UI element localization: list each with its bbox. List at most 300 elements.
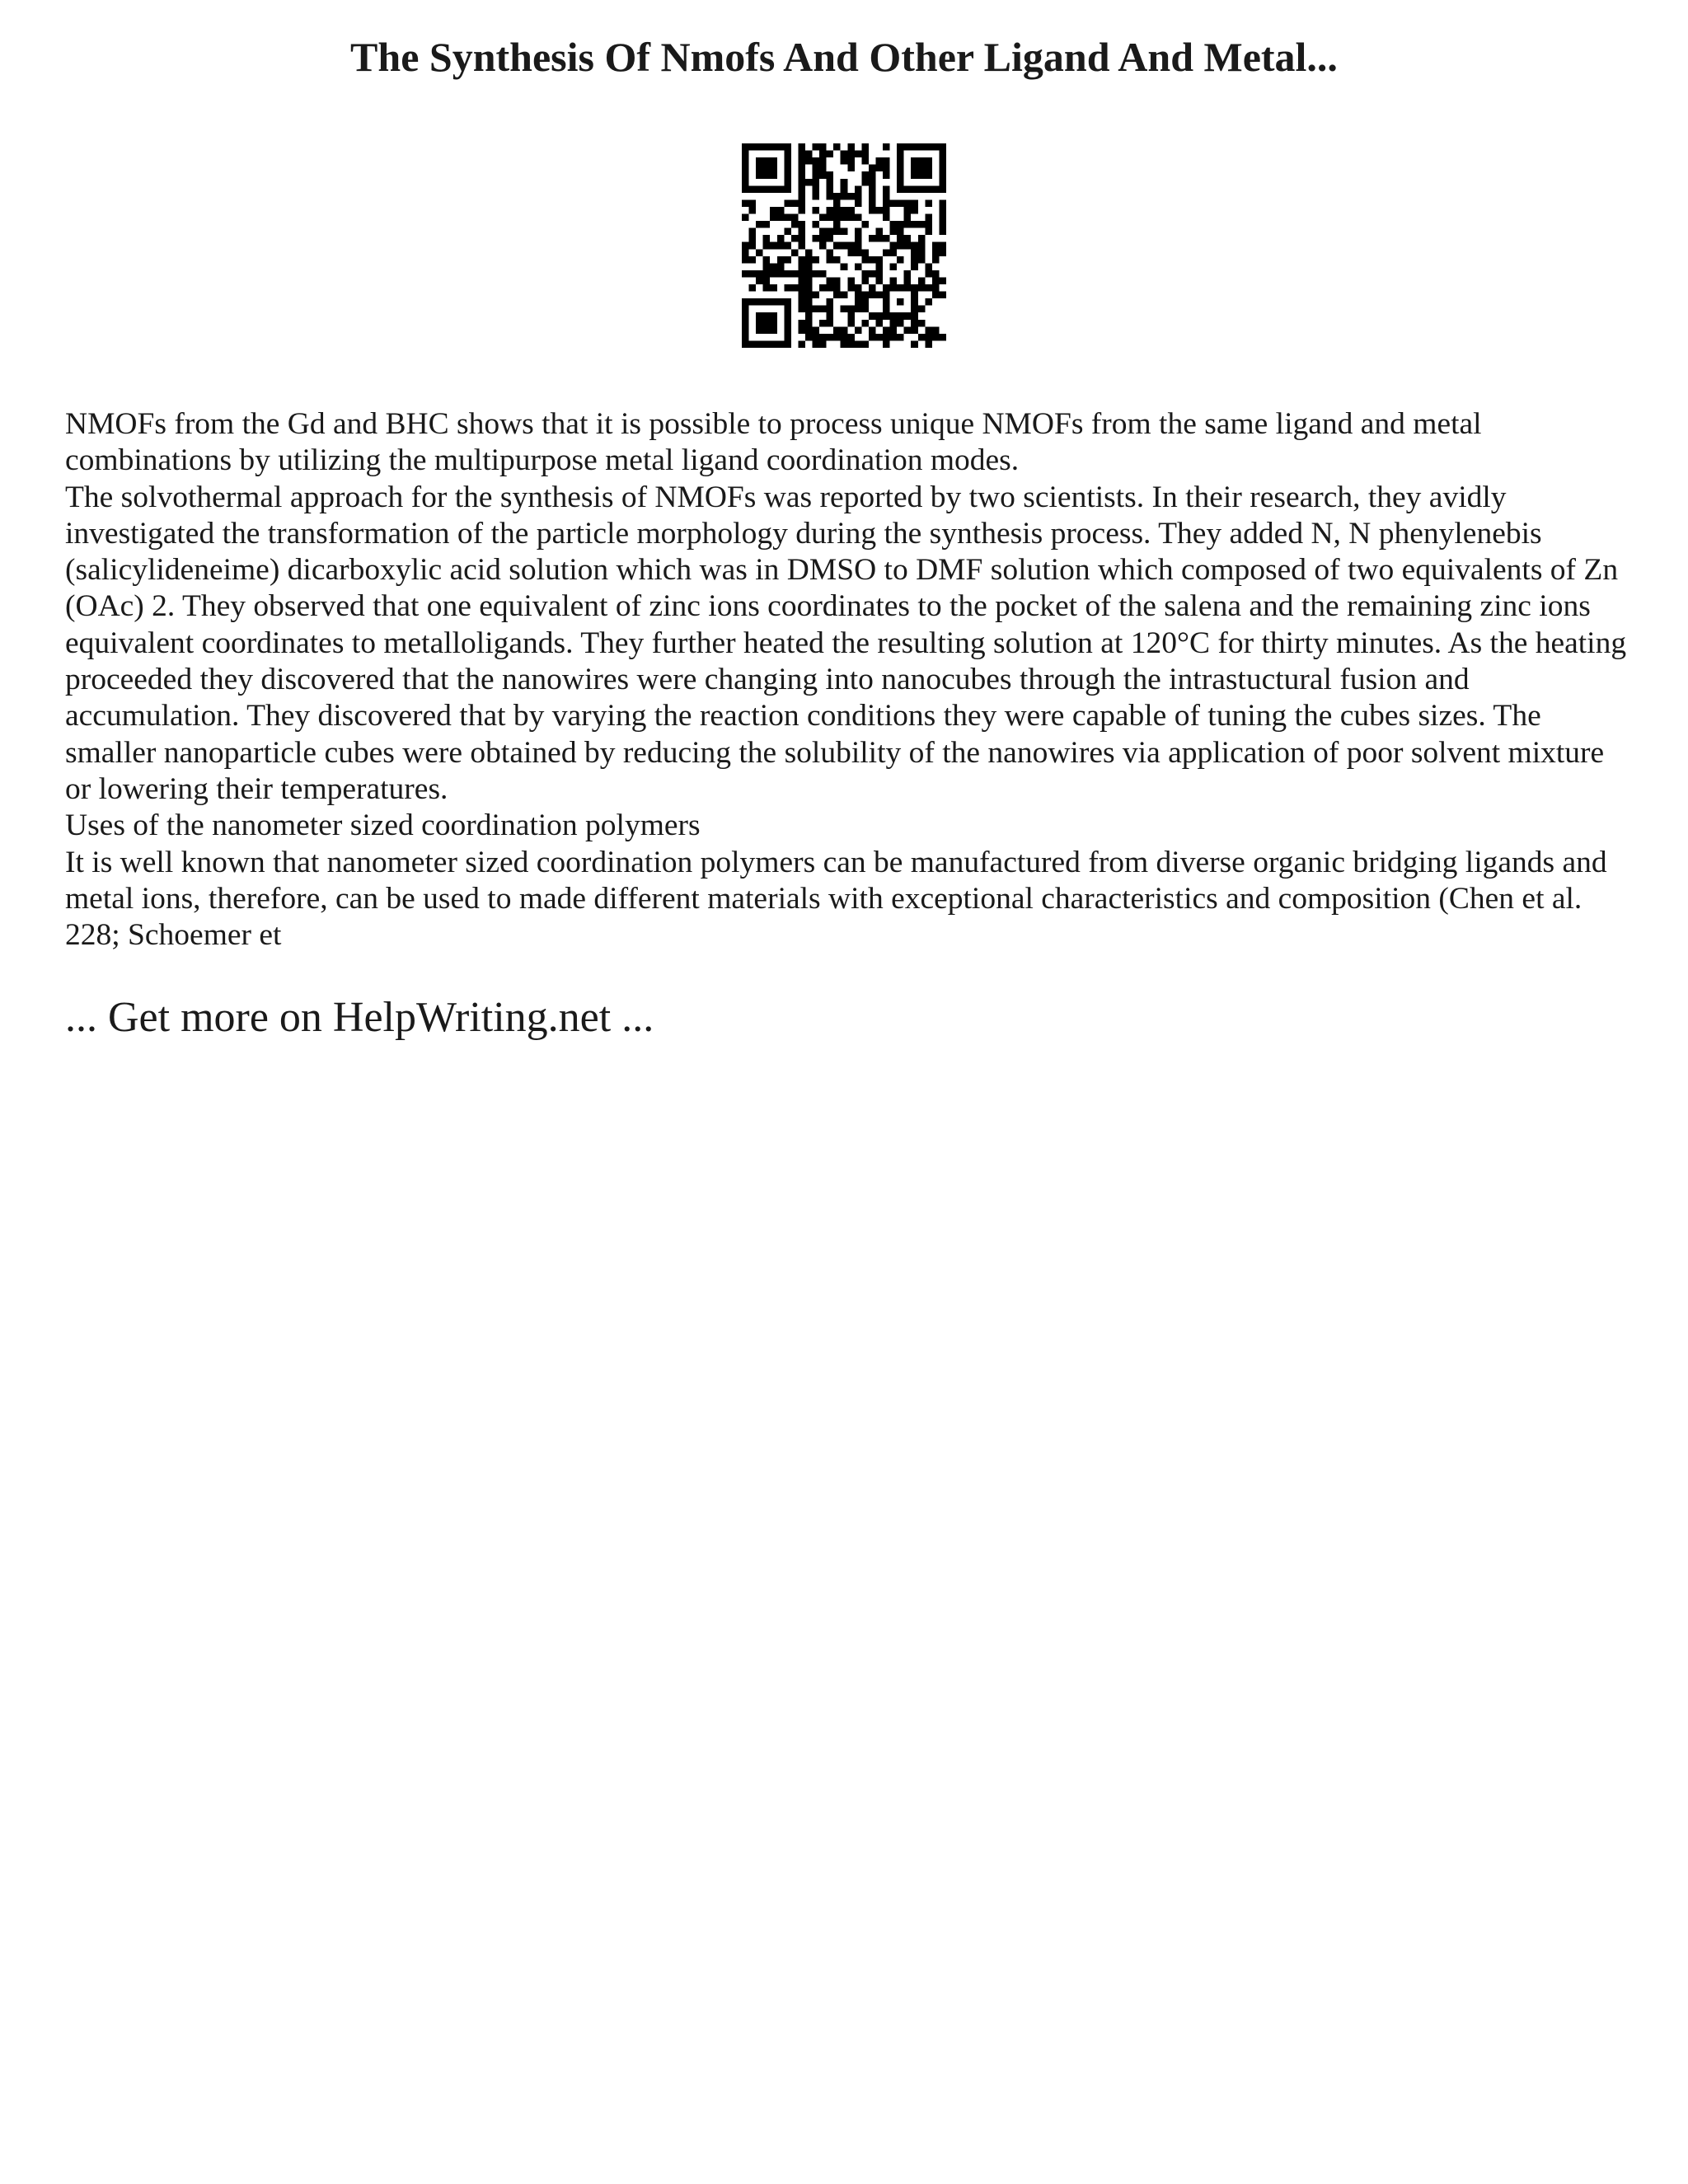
qr-module <box>819 143 827 151</box>
qr-module <box>847 207 855 214</box>
qr-module <box>883 193 890 200</box>
qr-module <box>897 185 904 193</box>
qr-module <box>875 256 883 264</box>
qr-module <box>855 284 862 292</box>
qr-module <box>833 143 841 151</box>
qr-module <box>883 143 890 151</box>
qr-module <box>883 334 890 341</box>
qr-module <box>890 312 898 320</box>
qr-module <box>770 312 777 320</box>
qr-module <box>847 151 855 158</box>
qr-module <box>777 298 785 306</box>
qr-module <box>791 221 799 228</box>
qr-module <box>756 165 763 172</box>
qr-module <box>932 326 940 334</box>
qr-module <box>784 334 791 341</box>
qr-module <box>833 193 841 200</box>
qr-module <box>911 143 918 151</box>
qr-module <box>855 326 862 334</box>
qr-module <box>742 298 749 306</box>
qr-module <box>841 185 848 193</box>
qr-module <box>749 228 757 236</box>
qr-module <box>939 151 946 158</box>
qr-module <box>784 199 791 207</box>
qr-module <box>918 235 926 242</box>
qr-module <box>861 151 869 158</box>
qr-module <box>890 249 898 256</box>
qr-module <box>911 199 918 207</box>
document-title: The Synthesis Of Nmofs And Other Ligand And Metal... <box>350 34 1338 80</box>
qr-module <box>813 326 820 334</box>
qr-module <box>841 157 848 165</box>
qr-module <box>875 320 883 327</box>
qr-module <box>749 207 757 214</box>
qr-module <box>749 143 757 151</box>
qr-module <box>770 185 777 193</box>
qr-module <box>890 277 898 284</box>
qr-module <box>925 326 932 334</box>
qr-module <box>897 256 904 264</box>
article-paragraph: NMOFs from the Gd and BHC shows that it is possible to process unique NMOFs from the same ligand and metal combinations by utilizing the multipurpose metal ligand coordination modes. <box>65 407 1482 478</box>
qr-module <box>925 199 932 207</box>
qr-module <box>904 326 912 334</box>
qr-module <box>883 306 890 313</box>
qr-module <box>869 207 876 214</box>
qr-module <box>763 284 771 292</box>
qr-module <box>756 320 763 327</box>
qr-module <box>742 185 749 193</box>
qr-module <box>819 157 827 165</box>
qr-module <box>861 277 869 284</box>
qr-module <box>939 249 946 256</box>
qr-module <box>742 320 749 327</box>
qr-module <box>813 306 820 313</box>
qr-module <box>932 249 940 256</box>
qr-module <box>827 312 834 320</box>
qr-module <box>918 185 926 193</box>
qr-module <box>855 242 862 250</box>
qr-module <box>813 270 820 278</box>
qr-module <box>813 292 820 299</box>
qr-module <box>784 228 791 236</box>
qr-module <box>904 185 912 193</box>
qr-module <box>911 165 918 172</box>
qr-module <box>763 298 771 306</box>
qr-module <box>798 165 805 172</box>
qr-module <box>798 157 805 165</box>
qr-module <box>890 334 898 341</box>
qr-module <box>869 193 876 200</box>
qr-module <box>911 306 918 313</box>
qr-module <box>932 256 940 264</box>
qr-module <box>869 256 876 264</box>
qr-module <box>798 235 805 242</box>
qr-module <box>784 340 791 348</box>
qr-module <box>883 284 890 292</box>
qr-module <box>827 334 834 341</box>
qr-module <box>813 207 820 214</box>
qr-module <box>813 143 820 151</box>
qr-module <box>798 242 805 250</box>
qr-module <box>847 340 855 348</box>
qr-module <box>777 214 785 222</box>
qr-module <box>841 151 848 158</box>
qr-module <box>798 326 805 334</box>
qr-module <box>833 256 841 264</box>
qr-module <box>932 277 940 284</box>
qr-module <box>756 340 763 348</box>
qr-module <box>875 207 883 214</box>
qr-module <box>798 320 805 327</box>
qr-module <box>819 171 827 179</box>
qr-module <box>798 256 805 264</box>
qr-module <box>798 306 805 313</box>
qr-module <box>742 312 749 320</box>
qr-module <box>861 179 869 186</box>
qr-module <box>911 171 918 179</box>
qr-module <box>861 157 869 165</box>
qr-module <box>791 235 799 242</box>
qr-module <box>847 277 855 284</box>
qr-module <box>833 242 841 250</box>
qr-module <box>784 151 791 158</box>
qr-module <box>841 334 848 341</box>
qr-module <box>833 292 841 299</box>
qr-module <box>813 340 820 348</box>
qr-module <box>918 165 926 172</box>
qr-module <box>770 298 777 306</box>
qr-module <box>742 334 749 341</box>
qr-module <box>805 292 813 299</box>
qr-module <box>763 165 771 172</box>
qr-module <box>827 256 834 264</box>
qr-module <box>841 326 848 334</box>
qr-module <box>911 284 918 292</box>
qr-module <box>784 214 791 222</box>
qr-module <box>841 179 848 186</box>
qr-module <box>798 143 805 151</box>
qr-module <box>742 171 749 179</box>
qr-module <box>883 171 890 179</box>
qr-module <box>742 151 749 158</box>
qr-module <box>763 235 771 242</box>
qr-module <box>904 199 912 207</box>
qr-module <box>827 228 834 236</box>
qr-module <box>798 193 805 200</box>
qr-module <box>875 228 883 236</box>
qr-module <box>875 312 883 320</box>
qr-module <box>847 157 855 165</box>
qr-module <box>784 171 791 179</box>
qr-module <box>742 256 749 264</box>
qr-module <box>875 165 883 172</box>
qr-module <box>847 306 855 313</box>
qr-module <box>904 242 912 250</box>
qr-module <box>770 284 777 292</box>
qr-module <box>883 298 890 306</box>
qr-module <box>784 179 791 186</box>
get-more-link[interactable]: ... Get more on HelpWriting.net ... <box>65 994 654 1041</box>
qr-module <box>805 298 813 306</box>
qr-module <box>939 165 946 172</box>
qr-module <box>925 221 932 228</box>
qr-module <box>883 249 890 256</box>
qr-module <box>827 185 834 193</box>
qr-module <box>827 249 834 256</box>
qr-module <box>819 214 827 222</box>
qr-module <box>763 185 771 193</box>
qr-module <box>904 143 912 151</box>
qr-module <box>932 284 940 292</box>
qr-module <box>911 242 918 250</box>
qr-module <box>855 235 862 242</box>
qr-module <box>798 292 805 299</box>
qr-module <box>897 143 904 151</box>
qr-module <box>805 249 813 256</box>
qr-module <box>827 284 834 292</box>
qr-module <box>827 277 834 284</box>
qr-module <box>883 157 890 165</box>
qr-module <box>784 284 791 292</box>
qr-module <box>939 214 946 222</box>
qr-module <box>777 242 785 250</box>
qr-module <box>904 207 912 214</box>
qr-module <box>925 263 932 270</box>
qr-module <box>813 179 820 186</box>
qr-module <box>904 221 912 228</box>
qr-module <box>784 256 791 264</box>
qr-module <box>883 326 890 334</box>
qr-module <box>932 292 940 299</box>
qr-module <box>742 249 749 256</box>
qr-module <box>805 284 813 292</box>
qr-module <box>770 320 777 327</box>
qr-module <box>897 171 904 179</box>
qr-module <box>805 157 813 165</box>
qr-module <box>918 157 926 165</box>
qr-module <box>805 270 813 278</box>
qr-module <box>784 165 791 172</box>
qr-module <box>763 143 771 151</box>
qr-module <box>939 334 946 341</box>
qr-module <box>883 312 890 320</box>
qr-module <box>939 228 946 236</box>
qr-module <box>819 334 827 341</box>
qr-module <box>897 199 904 207</box>
qr-module <box>763 340 771 348</box>
qr-module <box>897 284 904 292</box>
qr-module <box>827 193 834 200</box>
qr-module <box>904 277 912 284</box>
qr-module <box>869 199 876 207</box>
qr-module <box>875 157 883 165</box>
qr-module <box>763 326 771 334</box>
qr-module <box>770 340 777 348</box>
article-paragraph: The solvothermal approach for the synthesis of NMOFs was reported by two scientists. In their research, they avidly investigated the transformation of the particle morphology during the synthesis process. They added N, N phenylenebis (salicylideneime) dicarboxylic acid solution which was in DMSO to DMF solution which composed of two equivalents of Zn (OAc) 2. They observed that one equivalent of zinc ions coordinates to the pocket of the salena and the remaining zinc ions equivalent coordinates to metalloligands. They further heated the resulting solution at 120°C for thirty minutes. As the heating proceeded they discovered that the nanowires were changing into nanocubes through the intrastuctural fusion and accumulation. They discovered that by varying the reaction conditions they were capable of tuning the cubes sizes. The smaller nanoparticle cubes were obtained by reducing the solubility of the nanowires via application of poor solvent mixture or lowering their temperatures. <box>65 480 1627 806</box>
qr-module <box>770 326 777 334</box>
qr-module <box>855 214 862 222</box>
qr-module <box>763 242 771 250</box>
qr-module <box>918 143 926 151</box>
qr-module <box>770 207 777 214</box>
qr-module <box>833 284 841 292</box>
qr-module <box>861 256 869 264</box>
qr-module <box>861 143 869 151</box>
qr-module <box>869 179 876 186</box>
qr-module <box>813 157 820 165</box>
qr-module <box>742 157 749 165</box>
qr-module <box>911 298 918 306</box>
qr-module <box>749 270 757 278</box>
qr-module <box>827 207 834 214</box>
qr-module <box>798 270 805 278</box>
qr-module <box>763 270 771 278</box>
qr-module <box>911 326 918 334</box>
qr-module <box>798 284 805 292</box>
qr-module <box>833 221 841 228</box>
qr-module <box>918 334 926 341</box>
qr-module <box>819 228 827 236</box>
qr-module <box>897 228 904 236</box>
qr-module <box>869 165 876 172</box>
qr-module <box>847 242 855 250</box>
qr-module <box>861 306 869 313</box>
qr-module <box>742 270 749 278</box>
qr-module <box>827 214 834 222</box>
qr-module <box>911 320 918 327</box>
qr-module <box>798 171 805 179</box>
qr-module <box>841 306 848 313</box>
qr-module <box>897 157 904 165</box>
qr-module <box>939 185 946 193</box>
qr-module <box>791 249 799 256</box>
qr-module <box>791 214 799 222</box>
qr-module <box>847 312 855 320</box>
qr-module <box>742 326 749 334</box>
qr-module <box>770 242 777 250</box>
qr-module <box>756 249 763 256</box>
qr-module <box>897 334 904 341</box>
qr-module <box>883 165 890 172</box>
qr-module <box>911 185 918 193</box>
qr-module <box>749 199 757 207</box>
qr-module <box>756 221 763 228</box>
qr-module <box>855 185 862 193</box>
qr-module <box>791 270 799 278</box>
qr-module <box>883 214 890 222</box>
qr-module <box>890 326 898 334</box>
qr-module <box>841 207 848 214</box>
qr-module <box>813 221 820 228</box>
qr-module <box>798 340 805 348</box>
qr-module <box>833 334 841 341</box>
qr-module <box>925 157 932 165</box>
qr-module <box>869 185 876 193</box>
qr-module <box>805 334 813 341</box>
qr-module <box>855 263 862 270</box>
qr-module <box>784 143 791 151</box>
qr-module <box>911 256 918 264</box>
qr-module <box>897 179 904 186</box>
qr-module <box>777 235 785 242</box>
qr-module <box>918 242 926 250</box>
qr-module <box>827 151 834 158</box>
qr-module <box>756 171 763 179</box>
qr-module <box>925 214 932 222</box>
qr-module <box>911 292 918 299</box>
qr-module <box>855 298 862 306</box>
qr-module <box>925 298 932 306</box>
qr-module <box>813 185 820 193</box>
qr-module <box>805 151 813 158</box>
qr-module <box>869 334 876 341</box>
qr-module <box>855 193 862 200</box>
qr-module <box>756 277 763 284</box>
qr-module <box>855 199 862 207</box>
qr-module <box>805 306 813 313</box>
qr-module <box>819 235 827 242</box>
qr-module <box>742 214 749 222</box>
qr-module <box>883 185 890 193</box>
qr-module <box>890 199 898 207</box>
qr-module <box>813 193 820 200</box>
qr-module <box>770 143 777 151</box>
qr-module <box>918 277 926 284</box>
qr-code-icon <box>742 143 946 348</box>
qr-module <box>784 320 791 327</box>
qr-module <box>939 242 946 250</box>
qr-module <box>897 165 904 172</box>
qr-module <box>883 235 890 242</box>
qr-module <box>883 199 890 207</box>
qr-module <box>742 242 749 250</box>
qr-module <box>819 284 827 292</box>
qr-module <box>847 249 855 256</box>
qr-module <box>904 214 912 222</box>
qr-module <box>784 270 791 278</box>
qr-module <box>784 326 791 334</box>
qr-module <box>798 151 805 158</box>
qr-module <box>841 263 848 270</box>
qr-module <box>813 171 820 179</box>
qr-module <box>791 199 799 207</box>
qr-module <box>798 298 805 306</box>
qr-module <box>925 270 932 278</box>
qr-module <box>777 270 785 278</box>
qr-module <box>911 249 918 256</box>
qr-module <box>763 171 771 179</box>
qr-module <box>742 306 749 313</box>
qr-module <box>925 284 932 292</box>
qr-module <box>763 277 771 284</box>
qr-module <box>861 171 869 179</box>
qr-module <box>813 256 820 264</box>
qr-module <box>798 185 805 193</box>
qr-module <box>749 340 757 348</box>
qr-module <box>819 340 827 348</box>
qr-module <box>939 199 946 207</box>
qr-module <box>770 263 777 270</box>
qr-module <box>841 228 848 236</box>
qr-module <box>861 292 869 299</box>
qr-module <box>897 151 904 158</box>
qr-module <box>763 263 771 270</box>
qr-module <box>869 326 876 334</box>
qr-module <box>813 334 820 341</box>
qr-module <box>939 179 946 186</box>
qr-module <box>841 214 848 222</box>
qr-module <box>904 284 912 292</box>
